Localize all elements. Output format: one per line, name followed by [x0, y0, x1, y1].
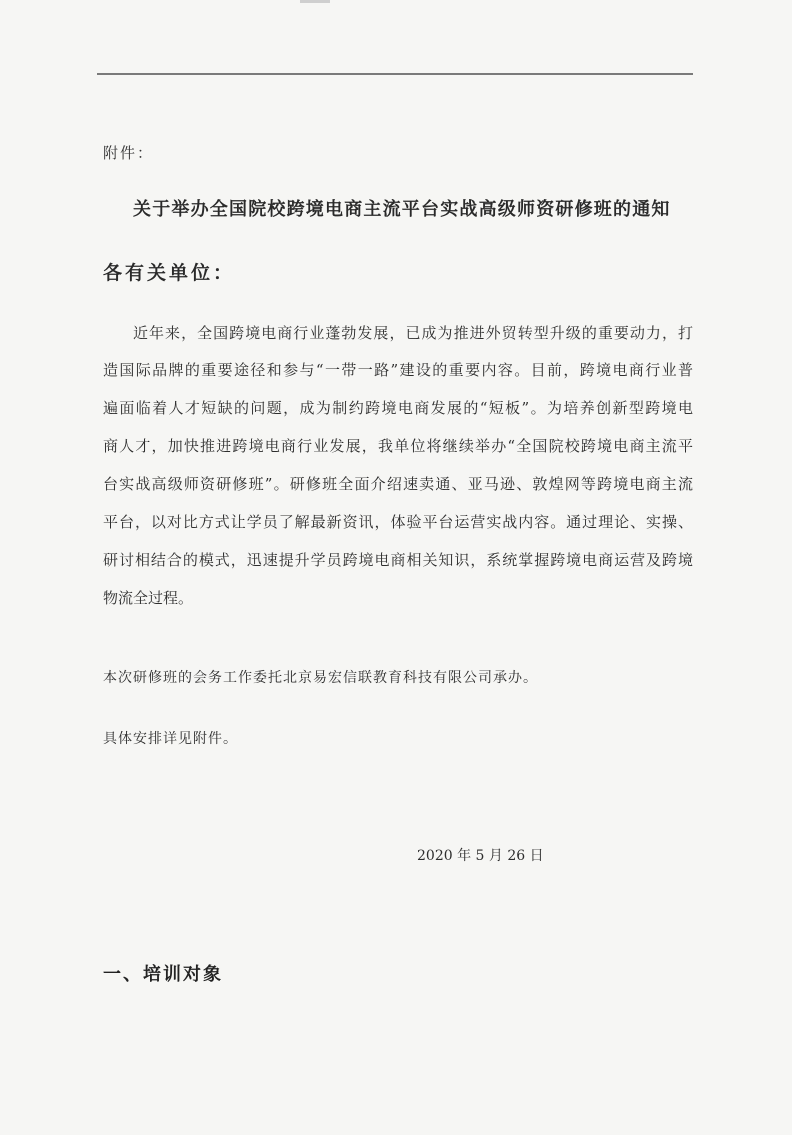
attachment-label: 附件：: [103, 144, 155, 162]
paragraph-line: 近年来，全国跨境电商行业蓬勃发展，已成为推进外贸转型升级的重要动力，打: [133, 324, 693, 342]
header-rule: [97, 73, 693, 75]
paragraph-line: 造国际品牌的重要途径和参与“一带一路”建设的重要内容。目前，跨境电商行业普: [103, 361, 693, 379]
paragraph-line: 台实战高级师资研修班”。研修班全面介绍速卖通、亚马逊、敦煌网等跨境电商主流: [103, 475, 693, 493]
organizer-line: 本次研修班的会务工作委托北京易宏信联教育科技有限公司承办。: [103, 670, 538, 686]
scan-artifact: [300, 0, 330, 3]
paragraph-line: 研讨相结合的模式，迅速提升学员跨境电商相关知识，系统掌握跨境电商运营及跨境: [103, 551, 693, 569]
section-heading: 一、培训对象: [103, 964, 223, 985]
details-line: 具体安排详见附件。: [103, 731, 238, 747]
paragraph-line: 物流全过程。: [103, 589, 194, 607]
paragraph-line: 商人才，加快推进跨境电商行业发展，我单位将继续举办“全国院校跨境电商主流平: [103, 437, 693, 455]
paragraph-line: 遍面临着人才短缺的问题，成为制约跨境电商发展的“短板”。为培养创新型跨境电: [103, 399, 693, 417]
issue-date: 2020 年 5 月 26 日: [417, 848, 544, 864]
salutation: 各有关单位：: [103, 262, 236, 284]
paragraph-line: 平台，以对比方式让学员了解最新资讯，体验平台运营实战内容。通过理论、实操、: [103, 513, 693, 531]
document-title: 关于举办全国院校跨境电商主流平台实战高级师资研修班的通知: [133, 199, 671, 220]
